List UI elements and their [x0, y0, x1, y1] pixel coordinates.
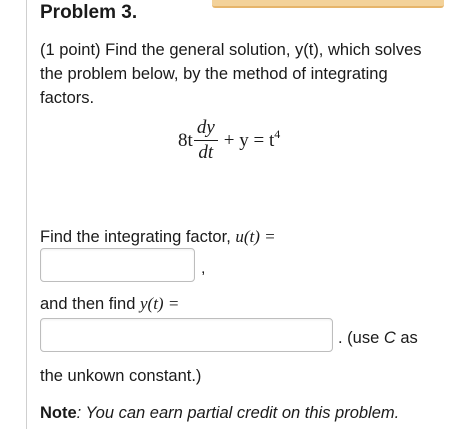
prompt-line-1: (1 point) Find the general solution, y(t), which solves	[40, 41, 422, 59]
note-label: Note	[40, 404, 77, 422]
q2-hint-post: as	[395, 329, 418, 347]
prompt-line-3: factors.	[40, 89, 95, 107]
q2-hint-pre: . (use	[338, 329, 384, 347]
equation-rhs: + y = t	[223, 129, 275, 151]
differential-equation	[178, 118, 280, 163]
problem-title: Problem 3.	[40, 2, 138, 23]
q2-label: and then find	[40, 295, 140, 313]
question-integrating-factor	[40, 227, 276, 247]
integrating-factor-input[interactable]	[40, 248, 195, 282]
problem-prompt	[40, 38, 450, 110]
q1-label: Find the integrating factor,	[40, 228, 236, 246]
question-general-solution	[40, 294, 179, 314]
partial-credit-note	[40, 404, 399, 423]
q1-trailing-comma: ,	[201, 260, 206, 277]
fraction-denominator: dt	[198, 142, 214, 163]
equation-coefficient: 8t	[178, 129, 193, 151]
fraction-numerator: dy	[196, 117, 215, 138]
note-text: : You can earn partial credit on this problem.	[76, 404, 400, 422]
fraction-bar	[194, 140, 218, 141]
derivative-fraction	[194, 118, 218, 163]
q2-hint	[338, 329, 418, 348]
q2-hint-continuation: the unkown constant.)	[40, 367, 202, 385]
q2-hint-var: C	[383, 329, 396, 347]
prompt-line-2: the problem below, by the method of integrating	[40, 65, 388, 83]
q2-math: y(t) =	[140, 294, 180, 313]
q1-math: u(t) =	[235, 227, 276, 246]
equation-exponent: 4	[274, 127, 281, 141]
general-solution-input[interactable]	[40, 318, 333, 352]
